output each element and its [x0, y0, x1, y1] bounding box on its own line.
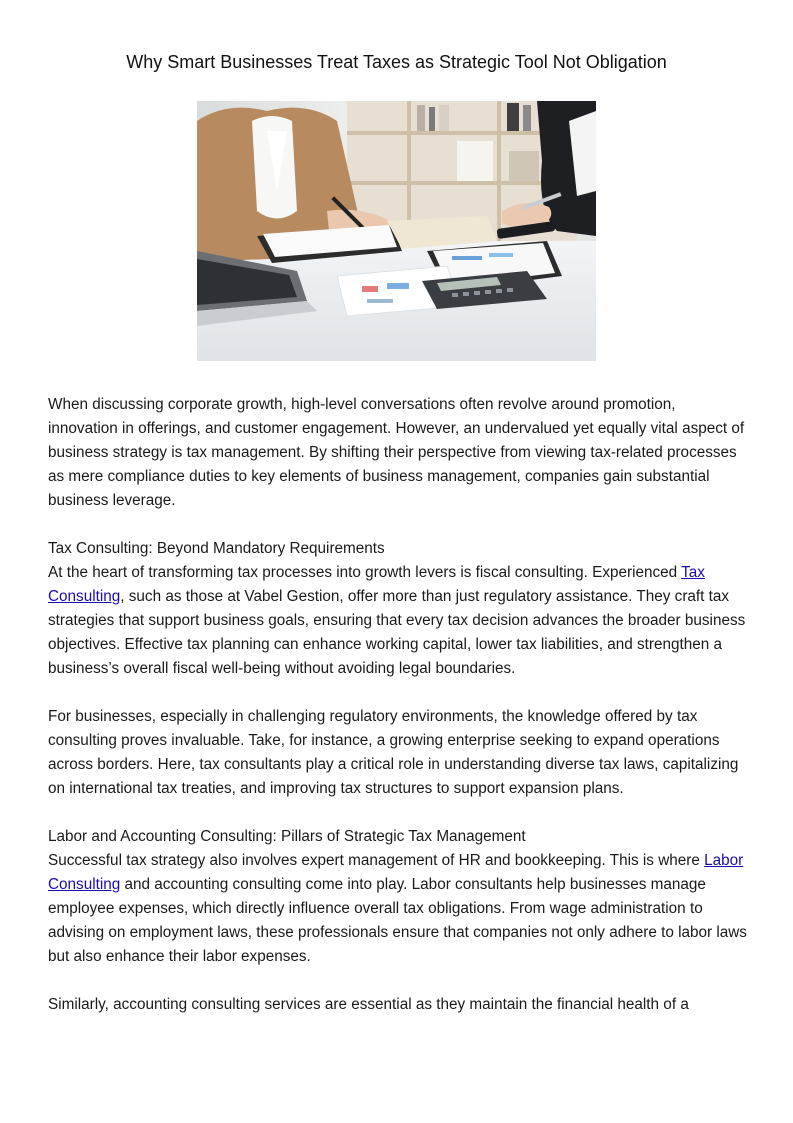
hero-illustration — [197, 101, 596, 361]
section-labor-accounting — [48, 825, 748, 969]
tax-consulting-link[interactable]: Tax Consulting — [48, 564, 705, 605]
labor-consulting-link[interactable]: Labor Consulting — [48, 852, 744, 893]
intro-paragraph: When discussing corporate growth, high-level conversations often revolve around promotion, innovation in offerings, and customer engagement. However, an undervalued yet equally vital aspect of business strategy is tax management. By shifting their perspective from viewing tax-related processes as mere compliance duties to key elements of business management, companies gain substantial business leverage. — [48, 396, 745, 509]
section-heading: Tax Consulting: Beyond Mandatory Requirements — [48, 540, 385, 557]
article-body — [48, 393, 748, 1041]
paragraph-text: , such as those at Vabel Gestion, offer more than just regulatory assistance. They craft tax strategies that support business goals, ensuring that every tax decision advances the broader business objectives. Effective tax planning can enhance working capital, lower tax liabilities, and strengthen a business’s overall fiscal well-being without avoiding legal boundaries. — [48, 588, 746, 677]
hero-image — [197, 101, 596, 361]
paragraph-text: Successful tax strategy also involves expert management of HR and bookkeeping. This is where — [48, 852, 705, 869]
paragraph-text: At the heart of transforming tax processes into growth levers is fiscal consulting. Experienced — [48, 564, 682, 581]
section-tax-consulting — [48, 537, 748, 681]
paragraph: Similarly, accounting consulting services are essential as they maintain the financial health of a — [48, 996, 689, 1013]
paragraph-text: and accounting consulting come into play. Labor consultants help businesses manage employee expenses, which directly influence overall tax obligations. From wage administration to advising on employment laws, these professionals ensure that companies not only adhere to labor laws but also enhance their labor expenses. — [48, 876, 747, 965]
paragraph: For businesses, especially in challenging regulatory environments, the knowledge offered by tax consulting proves invaluable. Take, for instance, a growing enterprise seeking to expand operations across borders. Here, tax consultants play a critical role in understanding diverse tax laws, capitalizing on international tax treaties, and improving tax structures to support expansion plans. — [48, 708, 739, 797]
section-heading: Labor and Accounting Consulting: Pillars of Strategic Tax Management — [48, 828, 526, 845]
page-title: Why Smart Businesses Treat Taxes as Strategic Tool Not Obligation — [126, 52, 667, 72]
